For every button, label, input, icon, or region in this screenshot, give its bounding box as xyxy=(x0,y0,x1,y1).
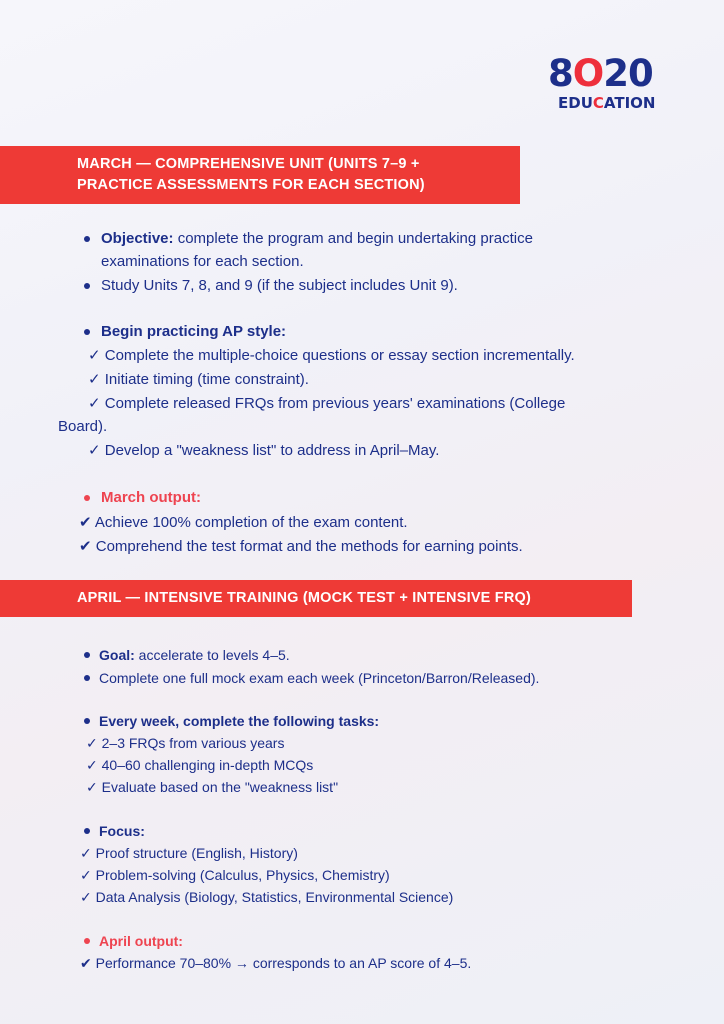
april-output-heading: April output: xyxy=(99,933,183,949)
brand-logo xyxy=(548,54,678,112)
april-weekly-heading: Every week, complete the following tasks: xyxy=(99,713,380,729)
april-focus-item: ✓ Data Analysis (Biology, Statistics, Environmental Science) xyxy=(80,889,454,905)
march-banner-line-1: MARCH — COMPREHENSIVE UNIT (UNITS 7–9 + xyxy=(77,156,420,172)
april-focus-item: ✓ Proof structure (English, History) xyxy=(80,845,298,861)
march-banner-line-2: PRACTICE ASSESSMENTS FOR EACH SECTION) xyxy=(77,177,425,193)
march-output-item: ✔ Comprehend the test format and the methods for earning points. xyxy=(79,538,523,555)
april-weekly-item: ✓ 2–3 FRQs from various years xyxy=(86,735,285,751)
march-output-item: ✔ Achieve 100% completion of the exam content. xyxy=(79,514,408,531)
logo-education: EDUCATION xyxy=(558,94,656,112)
march-study-units: Study Units 7, 8, and 9 (if the subject includes Unit 9). xyxy=(101,277,458,294)
april-mock-exam: Complete one full mock exam each week (Princeton/Barron/Released). xyxy=(99,670,540,686)
march-practice-item: ✓ Complete the multiple-choice questions or essay section incrementally. xyxy=(88,347,575,364)
april-focus-item: ✓ Problem-solving (Calculus, Physics, Chemistry) xyxy=(80,867,390,883)
bullet-dot xyxy=(84,283,90,289)
bullet-dot xyxy=(84,718,90,724)
april-goal: Goal: accelerate to levels 4–5. xyxy=(99,647,290,663)
bullet-dot xyxy=(84,828,90,834)
april-focus-heading: Focus: xyxy=(99,823,145,839)
bullet-dot xyxy=(84,652,90,658)
april-section-banner: APRIL — INTENSIVE TRAINING (MOCK TEST + INTENSIVE FRQ) xyxy=(0,580,632,617)
march-practice-item: ✓ Initiate timing (time constraint). xyxy=(88,371,309,388)
bullet-dot xyxy=(84,236,90,242)
april-output-item: ✔ Performance 70–80% → corresponds to an AP score of 4–5. xyxy=(80,955,472,971)
bullet-dot xyxy=(84,495,90,501)
march-practice-item: ✓ Complete released FRQs from previous years' examinations (College xyxy=(88,395,566,412)
march-output-heading: March output: xyxy=(101,489,201,506)
march-practice-heading: Begin practicing AP style: xyxy=(101,323,287,340)
bullet-dot xyxy=(84,329,90,335)
logo-number: 8O20 xyxy=(548,52,653,95)
bullet-dot xyxy=(84,675,90,681)
march-objective-cont: examinations for each section. xyxy=(101,253,304,270)
march-practice-item-cont: Board). xyxy=(58,418,108,435)
march-section-banner xyxy=(0,146,520,204)
march-objective: Objective: complete the program and begin undertaking practice xyxy=(101,230,533,247)
bullet-dot xyxy=(84,938,90,944)
april-weekly-item: ✓ 40–60 challenging in-depth MCQs xyxy=(86,757,314,773)
march-practice-item: ✓ Develop a "weakness list" to address in April–May. xyxy=(88,442,440,459)
april-weekly-item: ✓ Evaluate based on the "weakness list" xyxy=(86,779,339,795)
